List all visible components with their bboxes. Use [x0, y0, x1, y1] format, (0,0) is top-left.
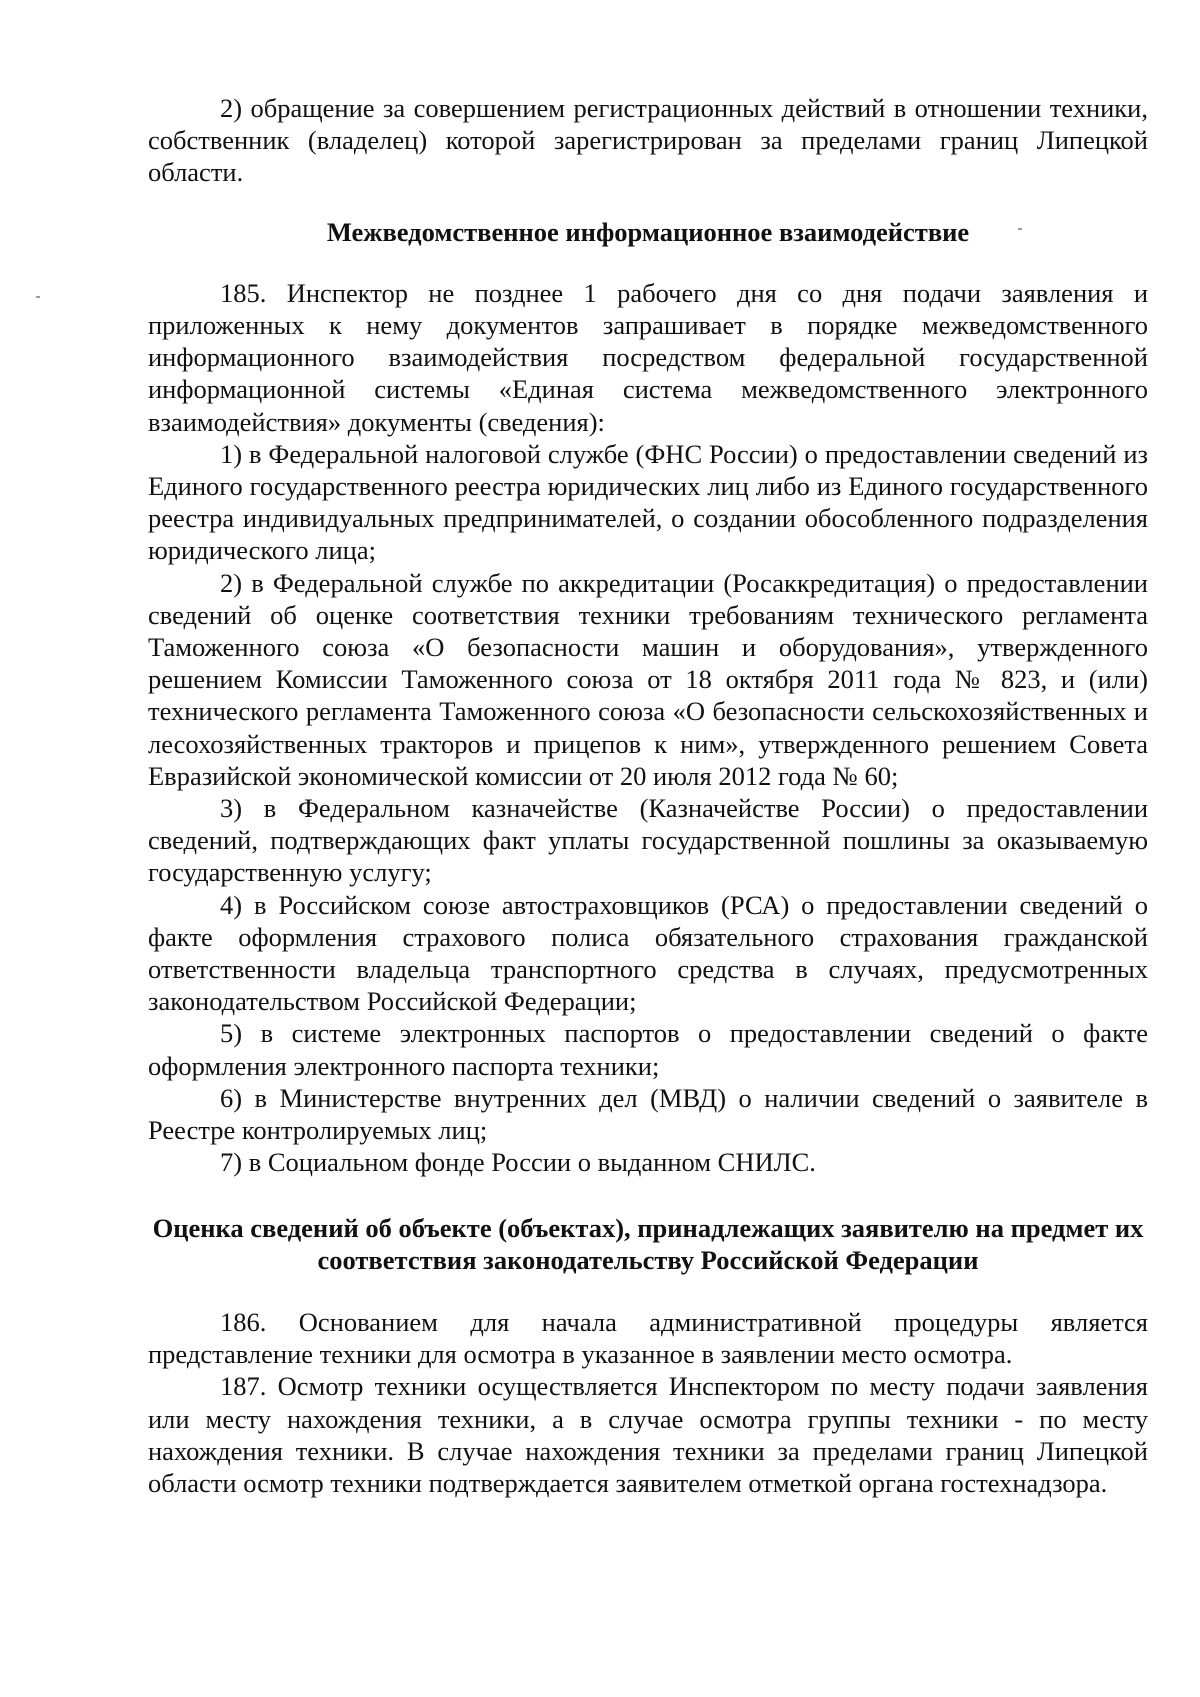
- list-item-7: 7) в Социальном фонде России о выданном СНИЛС.: [220, 1147, 816, 1178]
- scan-speck: [1018, 228, 1022, 230]
- paragraph-187: 187. Осмотр техники осуществляется Инспектором по месту подачи заявления или месту нахождения техники, а в случае осмотра группы техники - по месту нахождения техники. В случае нахождения техники за пределами границ Липецкой области осмотр техники подтверждается заявителем отметкой органа гостехнадзора.: [148, 1371, 1148, 1498]
- list-item-6: 6) в Министерстве внутренних дел (МВД) о наличии сведений о заявителе в Реестре контролируемых лиц;: [148, 1082, 1148, 1146]
- list-item-5: 5) в системе электронных паспортов о предоставлении сведений о факте оформления электронного паспорта техники;: [148, 1018, 1148, 1081]
- paragraph-item-2: 2) обращение за совершением регистрационных действий в отношении техники, собственник (владелец) которой зарегистрирован за пределами границ Липецкой области.: [148, 93, 1148, 188]
- scan-speck: [36, 296, 40, 298]
- document-page: [148, 92, 1148, 1499]
- list-item-2: 2) в Федеральной службе по аккредитации (Росаккредитация) о предоставлении сведений об оценке соответствия техники требованиям технического регламента Таможенного союза «О безопасности машин и оборудования», утвержденного решением Комиссии Таможенного союза от 18 октября 2011 года № 823, и (или) технического регламента Таможенного союза «О безопасности сельскохозяйственных и лесохозяйственных тракторов и прицепов к ним», утвержденного решением Совета Евразийской экономической комиссии от 20 июля 2012 года № 60;: [148, 567, 1148, 791]
- list-item-1: 1) в Федеральной налоговой службе (ФНС России) о предоставлении сведений из Единого государственного реестра юридических лиц либо из Единого государственного реестра индивидуальных предпринимателей, о создании обособленного подразделения юридического лица;: [148, 438, 1148, 566]
- section-heading-assessment: Оценка сведений об объекте (объектах), принадлежащих заявителю на предмет их соответствия законодательству Российской Федерации: [152, 1212, 1144, 1275]
- list-item-3: 3) в Федеральном казначействе (Казначействе России) о предоставлении сведений, подтверждающих факт уплаты государственной пошлины за оказываемую государственную услугу;: [148, 793, 1148, 888]
- paragraph-186: 186. Основанием для начала административной процедуры является представление техники для осмотра в указанное в заявлении место осмотра.: [148, 1306, 1148, 1370]
- list-item-4: 4) в Российском союзе автостраховщиков (РСА) о предоставлении сведений о факте оформления страхового полиса обязательного страхования гражданской ответственности владельца транспортного средства в случаях, предусмотренных законодательством Российской Федерации;: [148, 889, 1148, 1017]
- paragraph-185: 185. Инспектор не позднее 1 рабочего дня со дня подачи заявления и приложенных к нему документов запрашивает в порядке межведомственного информационного взаимодействия посредством федеральной государственной информационной системы «Единая система межведомственного электронного взаимодействия» документы (сведения):: [148, 277, 1148, 437]
- section-heading-interagency: Межведомственное информационное взаимодействие: [326, 216, 970, 247]
